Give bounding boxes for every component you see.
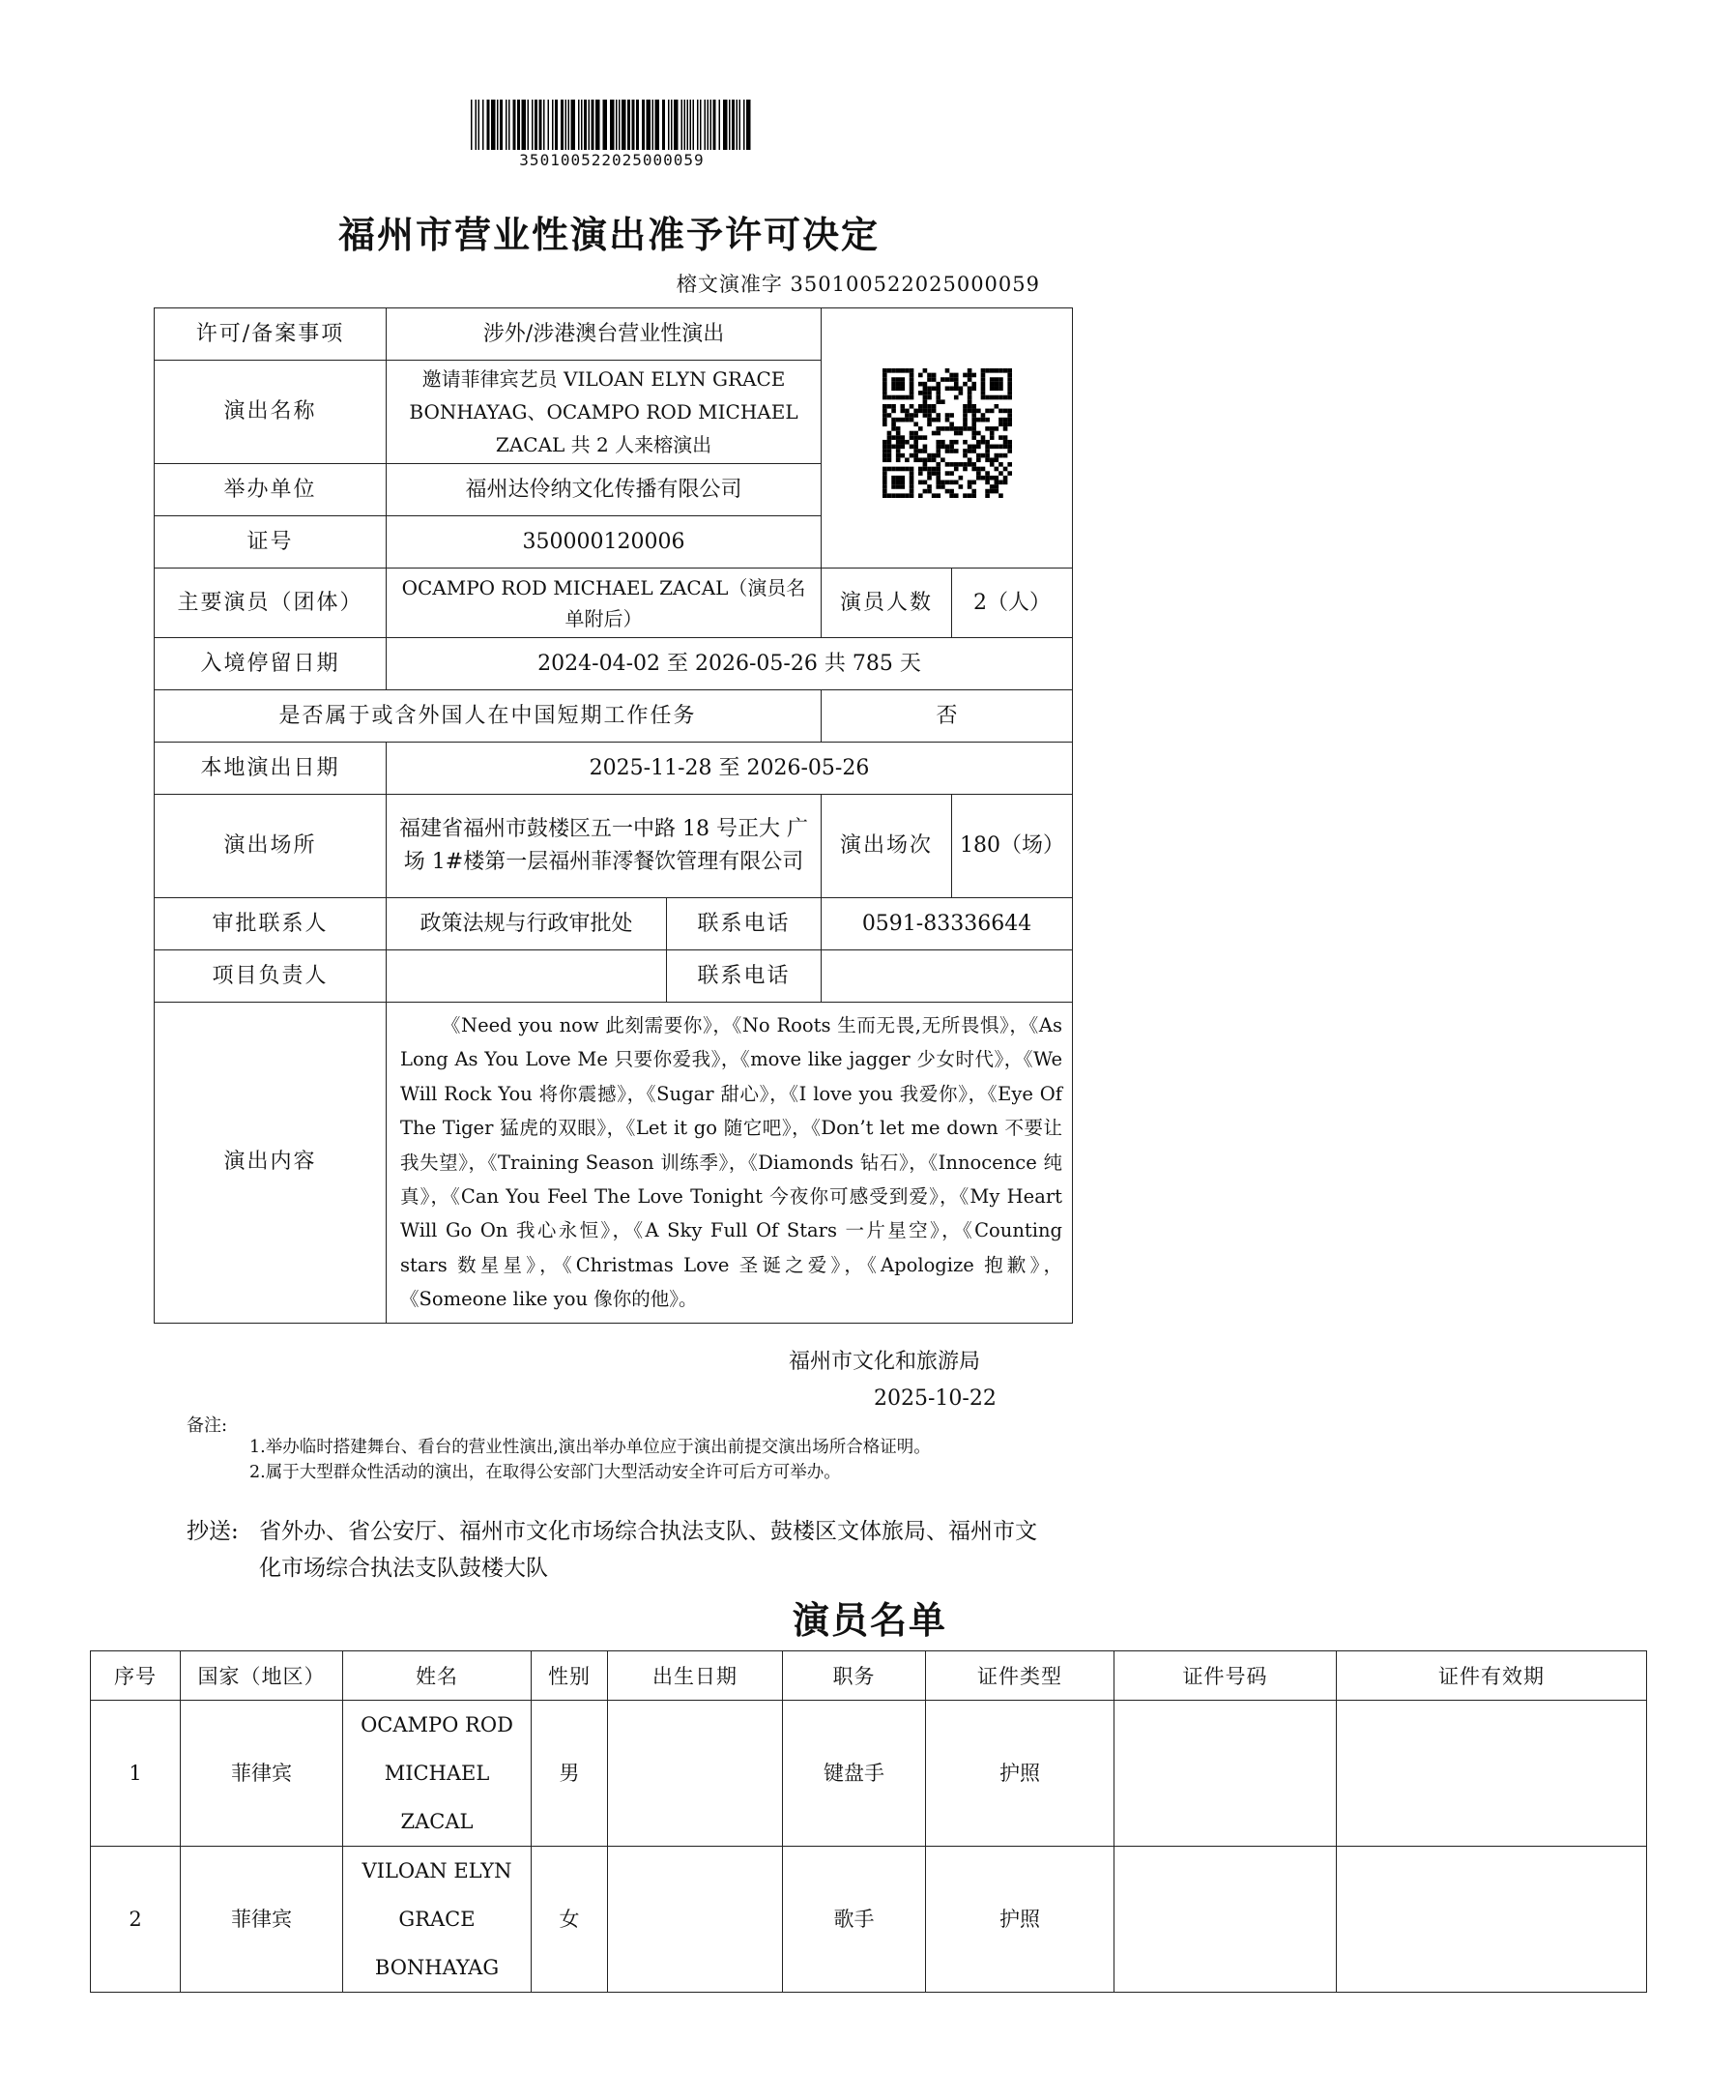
phone2-value <box>822 950 1073 1003</box>
barcode <box>471 100 753 150</box>
manager-value <box>387 950 667 1003</box>
notes-list <box>249 1435 931 1485</box>
cell-country: 菲律宾 <box>181 1701 343 1847</box>
permit-table <box>154 307 1073 1324</box>
performer-value: OCAMPO ROD MICHAEL ZACAL（演员名单附后） <box>387 569 822 638</box>
cell-role: 键盘手 <box>783 1701 926 1847</box>
shortterm-label: 是否属于或含外国人在中国短期工作任务 <box>155 690 822 743</box>
venue-label: 演出场所 <box>155 795 387 898</box>
table-row <box>91 1847 1647 1993</box>
approver-value: 政策法规与行政审批处 <box>387 898 667 950</box>
cert-label: 证号 <box>155 516 387 569</box>
item-value: 涉外/涉港澳台营业性演出 <box>387 308 822 361</box>
approver-label: 审批联系人 <box>155 898 387 950</box>
cert-value: 350000120006 <box>387 516 822 569</box>
header-role: 职务 <box>783 1651 926 1701</box>
phone-value: 0591-83336644 <box>822 898 1073 950</box>
cell-id-validity <box>1337 1847 1647 1993</box>
cell-id-type: 护照 <box>926 1701 1114 1847</box>
stay-value: 2024-04-02 至 2026-05-26 共 785 天 <box>387 638 1073 690</box>
phone2-label: 联系电话 <box>667 950 822 1003</box>
table-row <box>91 1701 1647 1847</box>
manager-label: 项目负责人 <box>155 950 387 1003</box>
qr-code <box>822 308 1073 569</box>
barcode-number: 350100522025000059 <box>519 151 705 169</box>
header-id-type: 证件类型 <box>926 1651 1114 1701</box>
header-gender: 性别 <box>532 1651 608 1701</box>
cell-id-type: 护照 <box>926 1847 1114 1993</box>
qr-code-icon <box>882 368 1012 498</box>
count-label: 演员人数 <box>822 569 952 638</box>
stay-label: 入境停留日期 <box>155 638 387 690</box>
cell-index: 1 <box>91 1701 181 1847</box>
organizer-label: 举办单位 <box>155 464 387 516</box>
note-item: 1.举办临时搭建舞台、看台的营业性演出,演出举办单位应于演出前提交演出场所合格证明。 <box>249 1438 931 1457</box>
header-country: 国家（地区） <box>181 1651 343 1701</box>
venue-value: 福建省福州市鼓楼区五一中路 18 号正大 广场 1#楼第一层福州菲澪餐饮管理有限公司 <box>387 795 822 898</box>
shortterm-value: 否 <box>822 690 1073 743</box>
header-index: 序号 <box>91 1651 181 1701</box>
cell-birthdate <box>608 1847 783 1993</box>
signer-date: 2025-10-22 <box>874 1386 997 1411</box>
header-birthdate: 出生日期 <box>608 1651 783 1701</box>
content-label: 演出内容 <box>155 1003 387 1324</box>
cell-name: VILOAN ELYN GRACE BONHAYAG <box>343 1847 532 1993</box>
cell-id-number <box>1114 1701 1337 1847</box>
count-value: 2（人） <box>952 569 1073 638</box>
item-label: 许可/备案事项 <box>155 308 387 361</box>
cc-text: 省外办、省公安厅、福州市文化市场综合执法支队、鼓楼区文体旅局、福州市文化市场综合执法支队鼓楼大队 <box>259 1519 1037 1581</box>
local-date-label: 本地演出日期 <box>155 743 387 795</box>
cell-id-validity <box>1337 1701 1647 1847</box>
document-number: 榕文演准字 350100522025000059 <box>676 273 1040 296</box>
roster-title: 演员名单 <box>792 1598 947 1642</box>
cell-name: OCAMPO ROD MICHAEL ZACAL <box>343 1701 532 1847</box>
shows-label: 演出场次 <box>822 795 952 898</box>
content-value: 《Need you now 此刻需要你》，《No Roots 生而无畏,无所畏惧》，《As Long As You Love Me 只要你爱我》，《move like jagger 少女时代》，《We Will Rock You 将你震撼》，《Sugar 甜心》，《I love you 我爱你》，《Eye Of The Tiger 猛虎的双眼》，《Let it go 随它吧》，《Don’t let me down 不要让我失望》，《Training Season 训练季》，《Diamonds 钻石》，《Innocence 纯真》，《Can You Feel The Love Tonight 今夜你可感受到爱》，《My Heart Will Go On 我心永恒》，《A Sky Full Of Stars 一片星空》，《Counting stars 数星星》，《Christmas Love 圣诞之爱》，《Apologize 抱歉》，《Someone like you 像你的他》。 <box>387 1003 1073 1324</box>
performer-label: 主要演员（团体） <box>155 569 387 638</box>
signer-block <box>754 1344 1025 1417</box>
cell-birthdate <box>608 1701 783 1847</box>
shows-value: 180（场） <box>952 795 1073 898</box>
phone-label: 联系电话 <box>667 898 822 950</box>
local-date-value: 2025-11-28 至 2026-05-26 <box>387 743 1073 795</box>
cc-label: 抄送: <box>187 1519 239 1544</box>
cell-country: 菲律宾 <box>181 1847 343 1993</box>
notes-title: 备注: <box>187 1415 228 1436</box>
cell-gender: 女 <box>532 1847 608 1993</box>
name-label: 演出名称 <box>155 361 387 464</box>
cell-role: 歌手 <box>783 1847 926 1993</box>
header-name: 姓名 <box>343 1651 532 1701</box>
cell-index: 2 <box>91 1847 181 1993</box>
signer-org: 福州市文化和旅游局 <box>789 1350 981 1374</box>
organizer-value: 福州达伶纳文化传播有限公司 <box>387 464 822 516</box>
header-id-validity: 证件有效期 <box>1337 1651 1647 1701</box>
cell-id-number <box>1114 1847 1337 1993</box>
page-title: 福州市营业性演出准予许可决定 <box>337 213 880 256</box>
header-id-number: 证件号码 <box>1114 1651 1337 1701</box>
note-item: 2.属于大型群众性活动的演出，在取得公安部门大型活动安全许可后方可举办。 <box>249 1463 841 1482</box>
cell-gender: 男 <box>532 1701 608 1847</box>
name-value: 邀请菲律宾艺员 VILOAN ELYN GRACE BONHAYAG、OCAMPO ROD MICHAEL ZACAL 共 2 人来榕演出 <box>387 361 822 464</box>
roster-table <box>90 1650 1647 1993</box>
